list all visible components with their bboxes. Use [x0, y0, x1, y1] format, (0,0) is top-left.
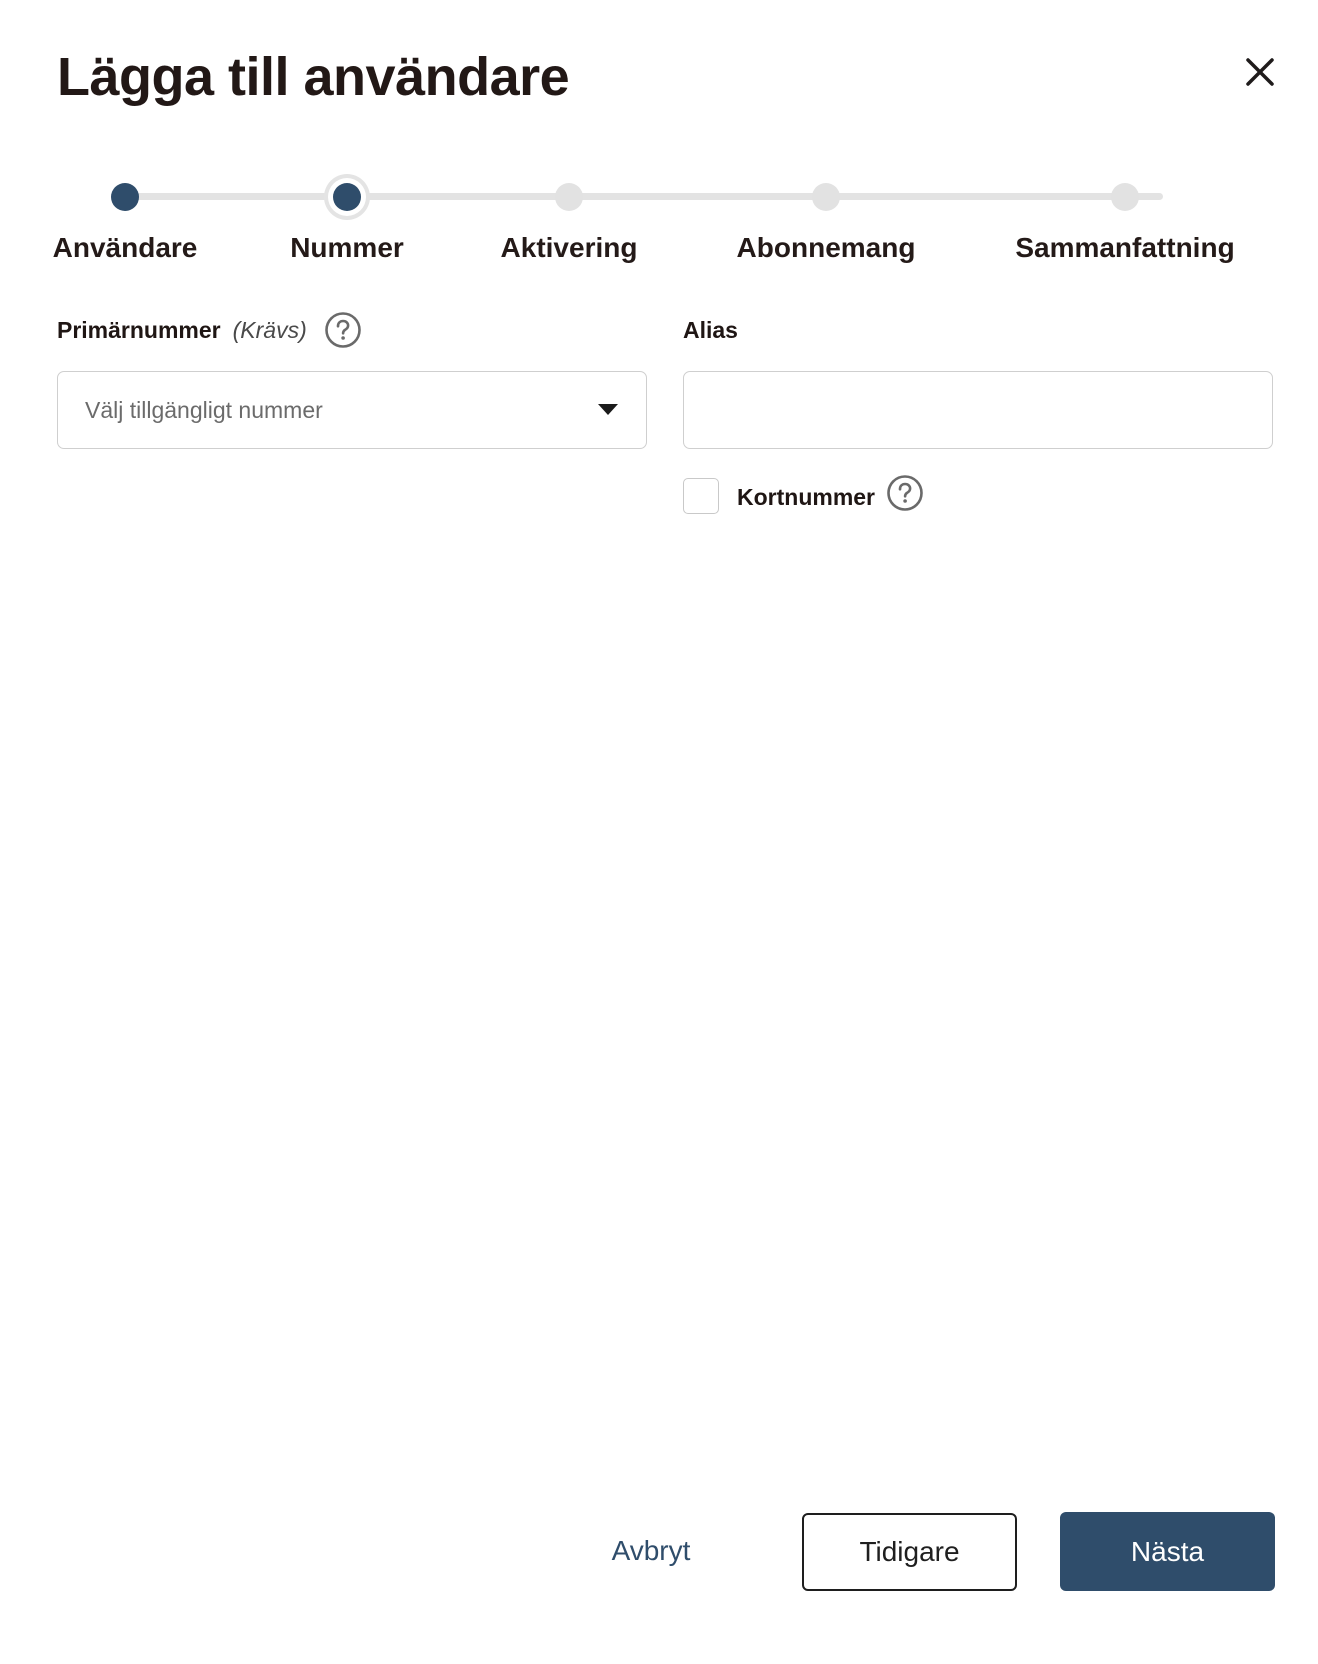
- primary-number-select[interactable]: [57, 371, 647, 449]
- step-dot-anvandare: [111, 183, 139, 211]
- chevron-down-icon: [598, 404, 618, 415]
- step-label-nummer: Nummer: [290, 232, 404, 263]
- stepper-track: [128, 193, 1163, 200]
- cancel-button[interactable]: Avbryt: [611, 1535, 691, 1566]
- dialog-title: Lägga till användare: [57, 47, 570, 107]
- step-dot-nummer: [333, 183, 361, 211]
- alias-label: Alias: [683, 317, 738, 343]
- step-label-aktivering: Aktivering: [500, 232, 638, 263]
- alias-input[interactable]: [683, 371, 1273, 449]
- step-dot-sammanfattning: [1111, 183, 1139, 211]
- question-circle-icon: [324, 311, 362, 349]
- short-number-help-button[interactable]: [886, 474, 924, 512]
- step-label-sammanfattning: Sammanfattning: [1015, 232, 1235, 263]
- previous-button[interactable]: Tidigare: [802, 1513, 1017, 1591]
- step-label-abonnemang: Abonnemang: [736, 232, 916, 263]
- short-number-label: Kortnummer: [737, 484, 876, 510]
- primary-number-label-text: Primärnummer: [57, 317, 221, 343]
- required-note: (Krävs): [232, 317, 307, 343]
- close-button[interactable]: [1243, 55, 1277, 89]
- primary-number-placeholder: Välj tillgängligt nummer: [85, 397, 323, 423]
- step-dot-aktivering: [555, 183, 583, 211]
- progress-stepper: [0, 170, 1318, 280]
- primary-number-help-button[interactable]: [324, 311, 362, 349]
- next-button[interactable]: Nästa: [1060, 1512, 1275, 1591]
- close-icon: [1243, 55, 1277, 89]
- question-circle-icon: [886, 474, 924, 512]
- short-number-checkbox[interactable]: [683, 478, 719, 514]
- step-label-anvandare: Användare: [52, 232, 198, 263]
- primary-number-label: [57, 317, 307, 344]
- step-dot-abonnemang: [812, 183, 840, 211]
